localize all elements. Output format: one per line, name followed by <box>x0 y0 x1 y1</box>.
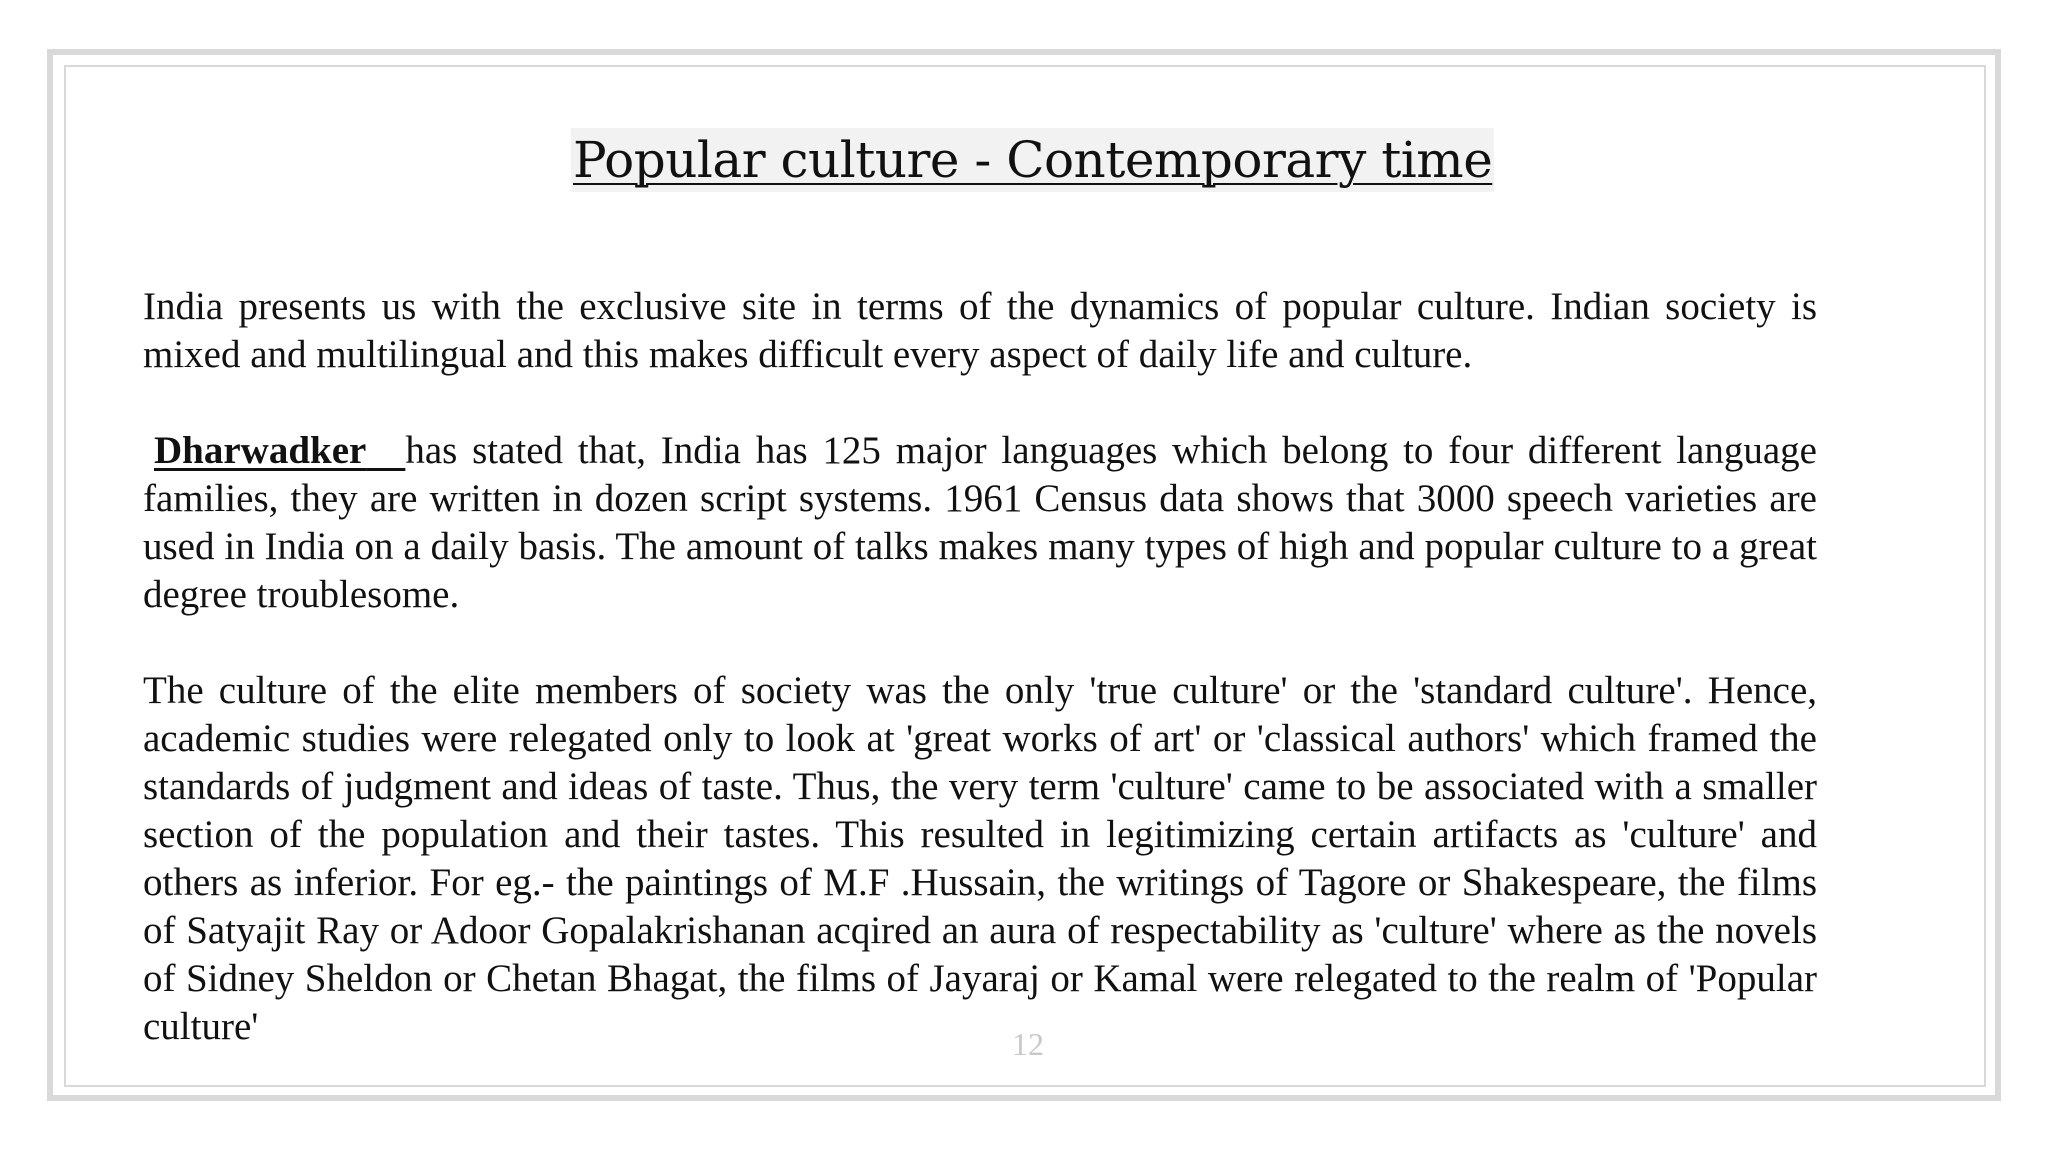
paragraph-dharwadker-text: has stated that, India has 125 major languages which belong to four different language families, they are written in dozen script systems. 1961 Census data shows that 3000 speech varieties are used in India on a daily basis. The amount of talks makes many types of high and popular culture to a great degree troublesome. <box>143 429 1817 616</box>
slide-title: Popular culture - Contemporary time <box>571 128 1494 192</box>
paragraph-india-dynamics: India presents us with the exclusive site in terms of the dynamics of popular culture. Indian society is mixed and multilingual and this makes difficult every aspect of daily life and culture. <box>143 285 1817 376</box>
paragraph-dharwadker-languages <box>143 427 1817 619</box>
author-name: Dharwadker <box>154 429 367 472</box>
page-number: 12 <box>1012 1026 1044 1062</box>
paragraph-elite-culture: The culture of the elite members of society was the only 'true culture' or the 'standard culture'. Hence, academic studies were relegated only to look at 'great works of art' or 'classical authors' which framed the standards of judgment and ideas of taste. Thus, the very term 'culture' came to be associated with a smaller section of the population and their tastes. This resulted in legitimizing certain artifacts as 'culture' and others as inferior. For eg.- the paintings of M.F .Hussain, the writings of Tagore or Shakespeare, the films of Satyajit Ray or Adoor Gopalakrishanan acqired an aura of respectability as 'culture' where as the novels of Sidney Sheldon or Chetan Bhagat, the films of Jayaraj or Kamal were relegated to the realm of 'Popular culture' <box>143 669 1817 1048</box>
